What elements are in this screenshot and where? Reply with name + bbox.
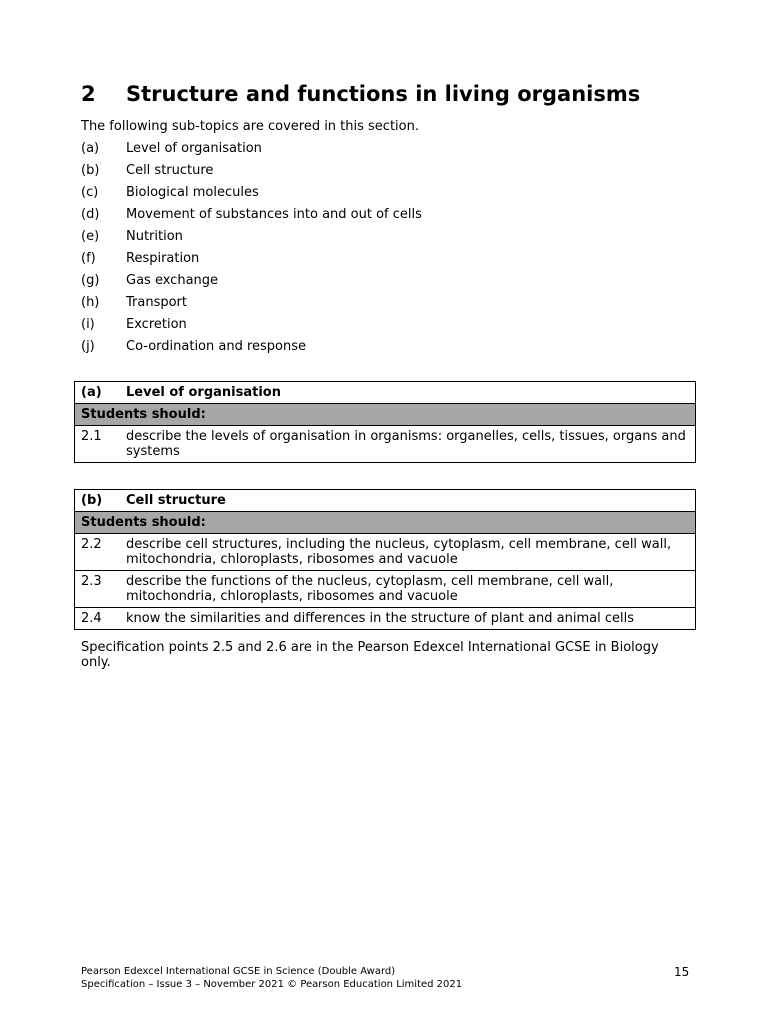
subtopic-label: Cell structure bbox=[126, 163, 214, 178]
table-title: Level of organisation bbox=[120, 382, 696, 404]
subtopic-list bbox=[81, 141, 422, 361]
subtopic-item bbox=[81, 185, 422, 207]
subtopic-letter: (e) bbox=[81, 229, 100, 244]
page-footer bbox=[81, 965, 462, 991]
spec-point-text: describe the functions of the nucleus, cytoplasm, cell membrane, cell wall, mitochondria, chloroplasts, ribosomes and vacuole bbox=[120, 571, 696, 608]
table-title: Cell structure bbox=[120, 490, 696, 512]
subtopic-item bbox=[81, 273, 422, 295]
section-heading bbox=[81, 82, 640, 106]
subtopic-label: Movement of substances into and out of cells bbox=[126, 207, 422, 222]
footer-line-2: Specification – Issue 3 – November 2021 © Pearson Education Limited 2021 bbox=[81, 979, 463, 990]
subtopic-label: Transport bbox=[126, 295, 188, 310]
table-header-row bbox=[75, 382, 696, 404]
spec-point-code: 2.4 bbox=[75, 608, 121, 630]
spec-point-text: describe the levels of organisation in organisms: organelles, cells, tissues, organs and systems bbox=[120, 426, 696, 463]
subtopic-item bbox=[81, 339, 422, 361]
subtopic-item bbox=[81, 317, 422, 339]
section-number: 2 bbox=[81, 82, 96, 106]
subtopic-letter: (j) bbox=[81, 339, 95, 354]
students-should-label: Students should: bbox=[75, 512, 696, 534]
subtopic-item bbox=[81, 295, 422, 317]
section-title: Structure and functions in living organisms bbox=[126, 82, 641, 106]
table-row bbox=[75, 534, 696, 571]
subtopic-letter: (f) bbox=[81, 251, 96, 266]
subtopic-label: Gas exchange bbox=[126, 273, 219, 288]
table-row bbox=[75, 426, 696, 463]
spec-point-text: know the similarities and differences in the structure of plant and animal cells bbox=[120, 608, 696, 630]
spec-table-level-of-organisation bbox=[74, 381, 696, 463]
spec-table-cell-structure bbox=[74, 489, 696, 630]
subtopic-letter: (i) bbox=[81, 317, 95, 332]
subtopic-letter: (g) bbox=[81, 273, 100, 288]
table-letter: (a) bbox=[75, 382, 121, 404]
subtopic-label: Respiration bbox=[126, 251, 200, 266]
subtopic-item bbox=[81, 207, 422, 229]
spec-point-code: 2.2 bbox=[75, 534, 121, 571]
table-row bbox=[75, 571, 696, 608]
page-number: 15 bbox=[674, 965, 690, 979]
subtopic-item bbox=[81, 163, 422, 185]
footer-line-1: Pearson Edexcel International GCSE in Science (Double Award) bbox=[81, 966, 396, 977]
subtopic-letter: (d) bbox=[81, 207, 100, 222]
subtopic-letter: (c) bbox=[81, 185, 99, 200]
section-intro: The following sub-topics are covered in this section. bbox=[81, 119, 419, 134]
subtopic-label: Co-ordination and response bbox=[126, 339, 307, 354]
spec-point-code: 2.3 bbox=[75, 571, 121, 608]
students-should-row bbox=[75, 404, 696, 426]
table-header-row bbox=[75, 490, 696, 512]
spec-point-text: describe cell structures, including the nucleus, cytoplasm, cell membrane, cell wall, mitochondria, chloroplasts, ribosomes and vacuole bbox=[120, 534, 696, 571]
subtopic-label: Nutrition bbox=[126, 229, 183, 244]
subtopic-item bbox=[81, 141, 422, 163]
students-should-label: Students should: bbox=[75, 404, 696, 426]
subtopic-label: Excretion bbox=[126, 317, 187, 332]
specification-note: Specification points 2.5 and 2.6 are in the Pearson Edexcel International GCSE in Biology only. bbox=[81, 640, 659, 670]
subtopic-item bbox=[81, 251, 422, 273]
subtopic-item bbox=[81, 229, 422, 251]
table-letter: (b) bbox=[75, 490, 121, 512]
subtopic-letter: (b) bbox=[81, 163, 100, 178]
table-row bbox=[75, 608, 696, 630]
subtopic-label: Biological molecules bbox=[126, 185, 259, 200]
subtopic-letter: (h) bbox=[81, 295, 100, 310]
spec-point-code: 2.1 bbox=[75, 426, 121, 463]
subtopic-letter: (a) bbox=[81, 141, 100, 156]
students-should-row bbox=[75, 512, 696, 534]
subtopic-label: Level of organisation bbox=[126, 141, 262, 156]
